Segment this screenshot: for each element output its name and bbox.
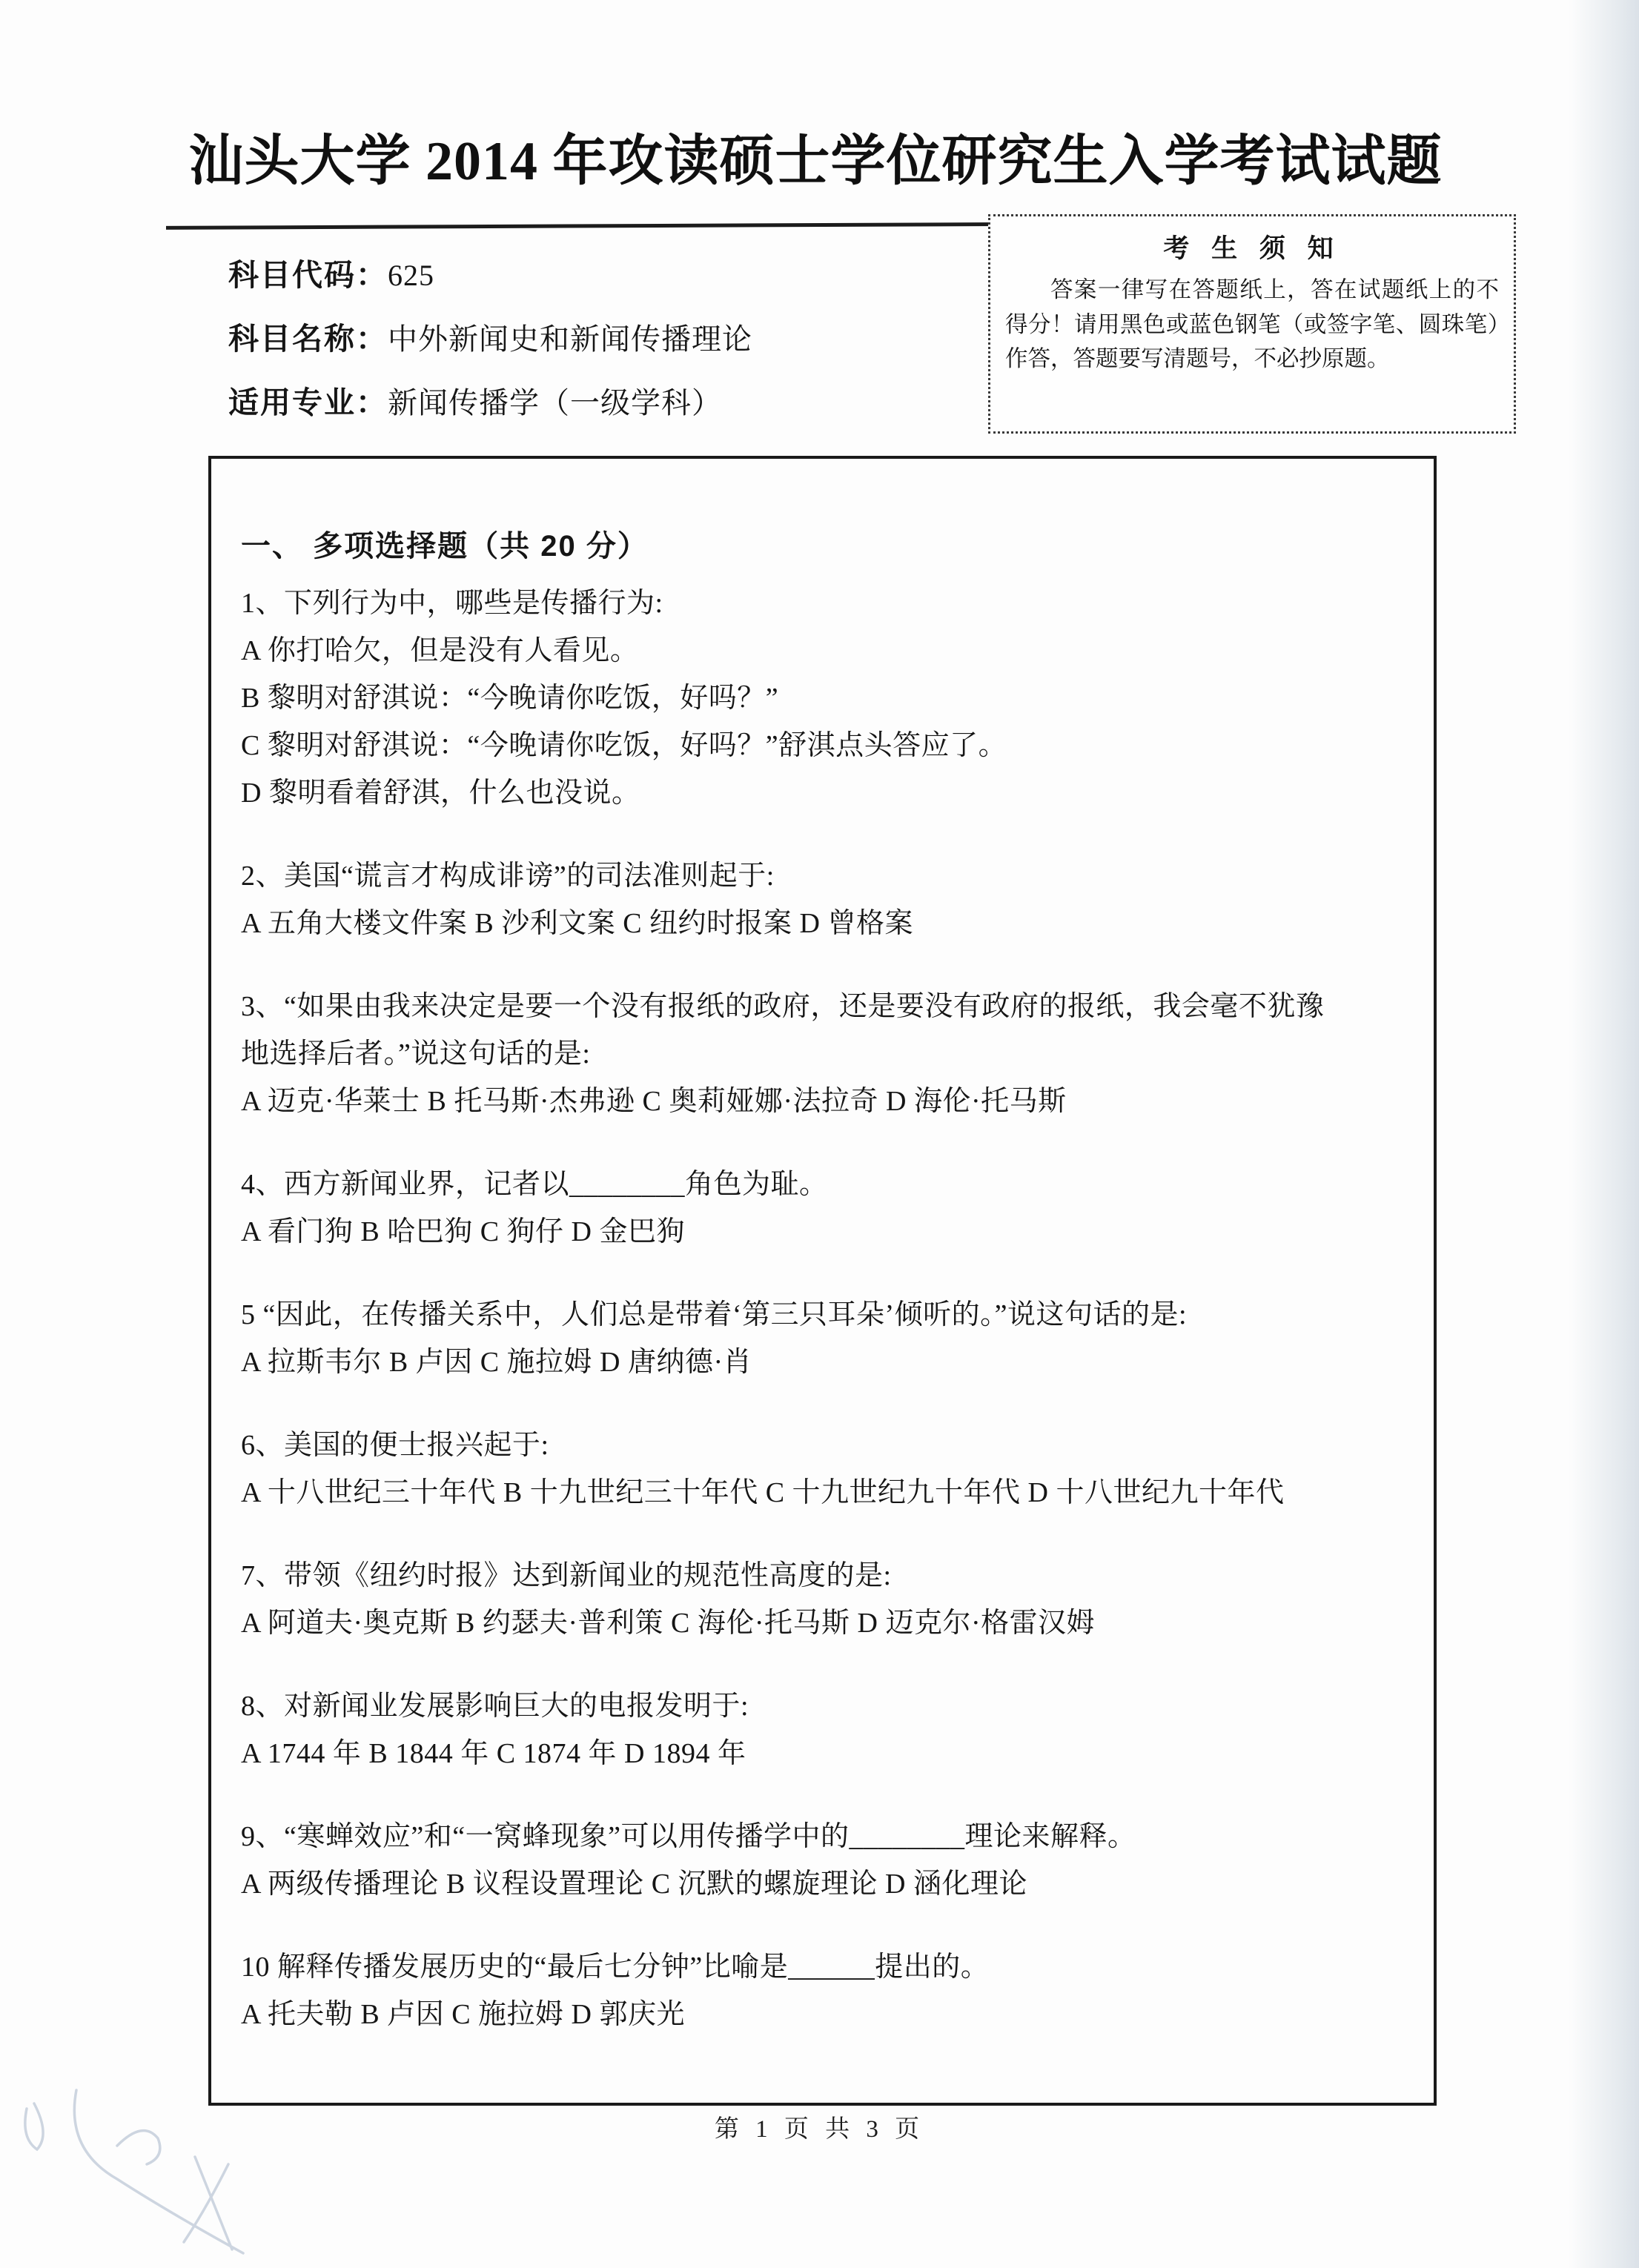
question-line: A 托夫勒 B 卢因 C 施拉姆 D 郭庆光 (241, 1999, 685, 2030)
question-line: A 拉斯韦尔 B 卢因 C 施拉姆 D 唐纳德·肖 (241, 1347, 752, 1378)
question-area (208, 456, 1437, 2106)
question-line: C 黎明对舒淇说：“今晚请你吃饭，好吗？”舒淇点头答应了。 (241, 730, 1007, 761)
question-line: 10 解释传播发展历史的“最后七分钟”比喻是______提出的。 (241, 1952, 990, 1983)
question-line: 3、“如果由我来决定是要一个没有报纸的政府，还是要没有政府的报纸，我会毫不犹豫 (241, 991, 1325, 1022)
question-line: D 黎明看着舒淇，什么也没说。 (241, 777, 640, 809)
question-line: 4、西方新闻业界，记者以________角色为耻。 (241, 1169, 828, 1200)
question-block (241, 1161, 1405, 1256)
question-block (241, 1422, 1405, 1516)
question-block (241, 1813, 1405, 1908)
question-list (241, 580, 1405, 2038)
page-title: 汕头大学 2014 年攻读硕士学位研究生入学考试试题 (188, 131, 1443, 192)
subject-code-label: 科目代码： (228, 258, 388, 292)
subject-name-value: 中外新闻史和新闻传播理论 (388, 322, 752, 356)
question-block (241, 1943, 1405, 2038)
question-line: A 十八世纪三十年代 B 十九世纪三十年代 C 十九世纪九十年代 D 十八世纪九十年代 (241, 1477, 1285, 1508)
subject-name-row (228, 314, 970, 356)
question-line: A 你打哈欠，但是没有人看见。 (241, 635, 639, 666)
question-block (241, 1682, 1405, 1777)
candidate-notice-box (988, 214, 1516, 434)
question-block (241, 983, 1405, 1125)
question-line: B 黎明对舒淇说：“今晚请你吃饭，好吗？” (241, 683, 779, 714)
question-line: 7、带领《纽约时报》达到新闻业的规范性高度的是: (241, 1560, 892, 1591)
section-heading: 一、 多项选择题（共 20 分） (241, 530, 649, 563)
subject-code-row (228, 251, 970, 292)
question-line: 6、美国的便士报兴起于: (241, 1430, 549, 1461)
notice-title: 考 生 须 知 (1163, 234, 1341, 263)
question-block (241, 852, 1405, 947)
major-value: 新闻传播学（一级学科） (388, 386, 722, 420)
question-line: A 两级传播理论 B 议程设置理论 C 沉默的螺旋理论 D 涵化理论 (241, 1869, 1027, 1900)
question-line: 5 “因此，在传播关系中，人们总是带着‘第三只耳朵’倾听的。”说这句话的是: (241, 1299, 1188, 1330)
major-row (228, 378, 970, 420)
question-block (241, 1291, 1405, 1386)
question-line: 地选择后者。”说这句话的是: (241, 1038, 591, 1070)
question-line: 2、美国“谎言才构成诽谤”的司法准则起于: (241, 861, 775, 892)
question-line: A 阿道夫·奥克斯 B 约瑟夫·普利策 C 海伦·托马斯 D 迈克尔·格雷汉姆 (241, 1608, 1096, 1639)
question-line: 9、“寒蝉效应”和“一窝蜂现象”可以用传播学中的________理论来解释。 (241, 1821, 1136, 1852)
major-label: 适用专业： (228, 385, 388, 420)
subject-name-label: 科目名称： (228, 322, 388, 356)
subject-meta (228, 251, 970, 442)
question-line: A 五角大楼文件案 B 沙利文案 C 纽约时报案 D 曾格案 (241, 908, 913, 939)
question-line: A 看门狗 B 哈巴狗 C 狗仔 D 金巴狗 (241, 1216, 685, 1247)
question-block (241, 580, 1405, 817)
question-line: 8、对新闻业发展影响巨大的电报发明于: (241, 1691, 749, 1722)
question-block (241, 1552, 1405, 1647)
page-number: 第 1 页 共 3 页 (714, 2116, 925, 2143)
question-line: 1、下列行为中，哪些是传播行为: (241, 588, 663, 619)
question-line: A 迈克·华莱士 B 托马斯·杰弗逊 C 奥莉娅娜·法拉奇 D 海伦·托马斯 (241, 1086, 1067, 1117)
subject-code-value: 625 (388, 259, 434, 292)
question-line: A 1744 年 B 1844 年 C 1874 年 D 1894 年 (241, 1738, 746, 1769)
notice-body: 答案一律写在答题纸上，答在试题纸上的不得分！请用黑色或蓝色钢笔（或签字笔、圆珠笔）作答，答题要写清题号，不必抄原题。 (1005, 277, 1499, 372)
scan-edge-shadow (1569, 0, 1639, 2268)
